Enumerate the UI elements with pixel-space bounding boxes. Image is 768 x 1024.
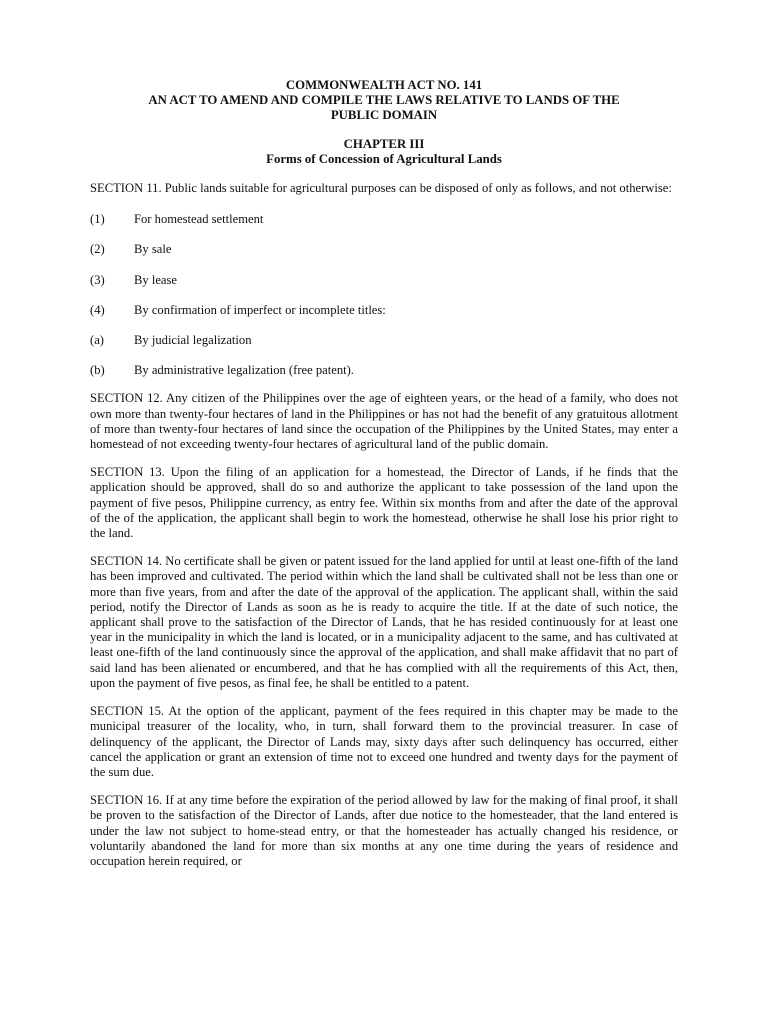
list-item-text: By confirmation of imperfect or incomplete titles: bbox=[134, 302, 386, 317]
list-item-text: For homestead settlement bbox=[134, 212, 264, 227]
list-item bbox=[90, 212, 678, 227]
act-title: COMMONWEALTH ACT NO. 141 bbox=[285, 78, 483, 92]
list-item-text: By judicial legalization bbox=[134, 333, 252, 348]
list-item-number: (2) bbox=[90, 242, 105, 257]
list-item bbox=[90, 273, 678, 288]
section-11-intro: SECTION 11. Public lands suitable for agricultural purposes can be disposed of only as follows, and not otherwise: bbox=[90, 181, 672, 196]
list-item-text: By administrative legalization (free patent). bbox=[134, 363, 354, 378]
section-12: SECTION 12. Any citizen of the Philippines over the age of eighteen years, or the head of a family, who does not own more than twenty-four hectares of land in the Philippines or has not had the benefit of any gratuitous allotment of more than twenty-four hectares of land since the occupation of the Philippines by the United States, may enter a homestead of not exceeding twenty-four hectares of agricultural land of the public domain. bbox=[90, 391, 678, 452]
list-item-text: By sale bbox=[134, 242, 172, 257]
list-item bbox=[90, 333, 678, 348]
chapter-heading-block bbox=[90, 137, 678, 167]
list-item bbox=[90, 303, 678, 318]
chapter-heading: Forms of Concession of Agricultural Lands bbox=[266, 151, 502, 166]
list-item-number: (4) bbox=[90, 302, 105, 317]
list-item bbox=[90, 242, 678, 257]
chapter-number: CHAPTER III bbox=[343, 136, 425, 151]
act-title-block bbox=[90, 78, 678, 124]
section-13: SECTION 13. Upon the filing of an application for a homestead, the Director of Lands, if he finds that the application should be approved, shall do so and authorize the applicant to take possession of the land upon the payment of five pesos, Philippine currency, as entry fee. Within six months from and after the date of the approval of the of the application, the applicant shall begin to work the homestead, otherwise he shall lose his prior right to the land. bbox=[90, 465, 678, 541]
act-subtitle-line2: PUBLIC DOMAIN bbox=[330, 108, 438, 123]
section-14: SECTION 14. No certificate shall be given or patent issued for the land applied for until at least one-fifth of the land has been improved and cultivated. The period within which the land shall be cultivated shall not be less than one or more than five years, from and after the date of the approval of the application. The applicant shall, within the said period, notify the Director of Lands as soon as he is ready to acquire the title. If at the date of such notice, the applicant shall prove to the satisfaction of the Director of Lands, that he has resided continuously for at least one year in the municipality in which the land is located, or in a municipality adjacent to the same, and has cultivated at least one-fifth of the land continuously since the approval of the application, and shall make affidavit that no part of said land has been alienated or encumbered, and that he has complied with all the requirements of this Act, then, upon the payment of five pesos, as final fee, he shall be entitled to a patent. bbox=[90, 554, 678, 690]
list-item-number: (1) bbox=[90, 212, 105, 227]
act-subtitle-line1: AN ACT TO AMEND AND COMPILE THE LAWS RELATIVE TO LANDS OF THE bbox=[148, 93, 620, 108]
list-item-number: (3) bbox=[90, 272, 105, 287]
list-item bbox=[90, 363, 678, 378]
section-16: SECTION 16. If at any time before the expiration of the period allowed by law for the making of final proof, it shall be proven to the satisfaction of the Director of Lands, after due notice to the homesteader, that the land entered is under the law not subject to home-stead entry, or that the homesteader has actually changed his residence, or voluntarily abandoned the land for more than six months at any one time during the years of residence and occupation herein required, or bbox=[90, 793, 678, 868]
section-11-list bbox=[90, 212, 678, 378]
list-item-number: (b) bbox=[90, 363, 105, 378]
list-item-number: (a) bbox=[90, 333, 104, 348]
section-15: SECTION 15. At the option of the applicant, payment of the fees required in this chapter may be made to the municipal treasurer of the locality, who, in turn, shall forward them to the provincial treasurer. In case of delinquency of the applicant, the Director of Lands may, sixty days after such delinquency has occurred, either cancel the application or grant an extension of time not to exceed one hundred and twenty days for the payment of the sum due. bbox=[90, 704, 678, 779]
document-page bbox=[90, 78, 678, 869]
list-item-text: By lease bbox=[134, 272, 178, 287]
